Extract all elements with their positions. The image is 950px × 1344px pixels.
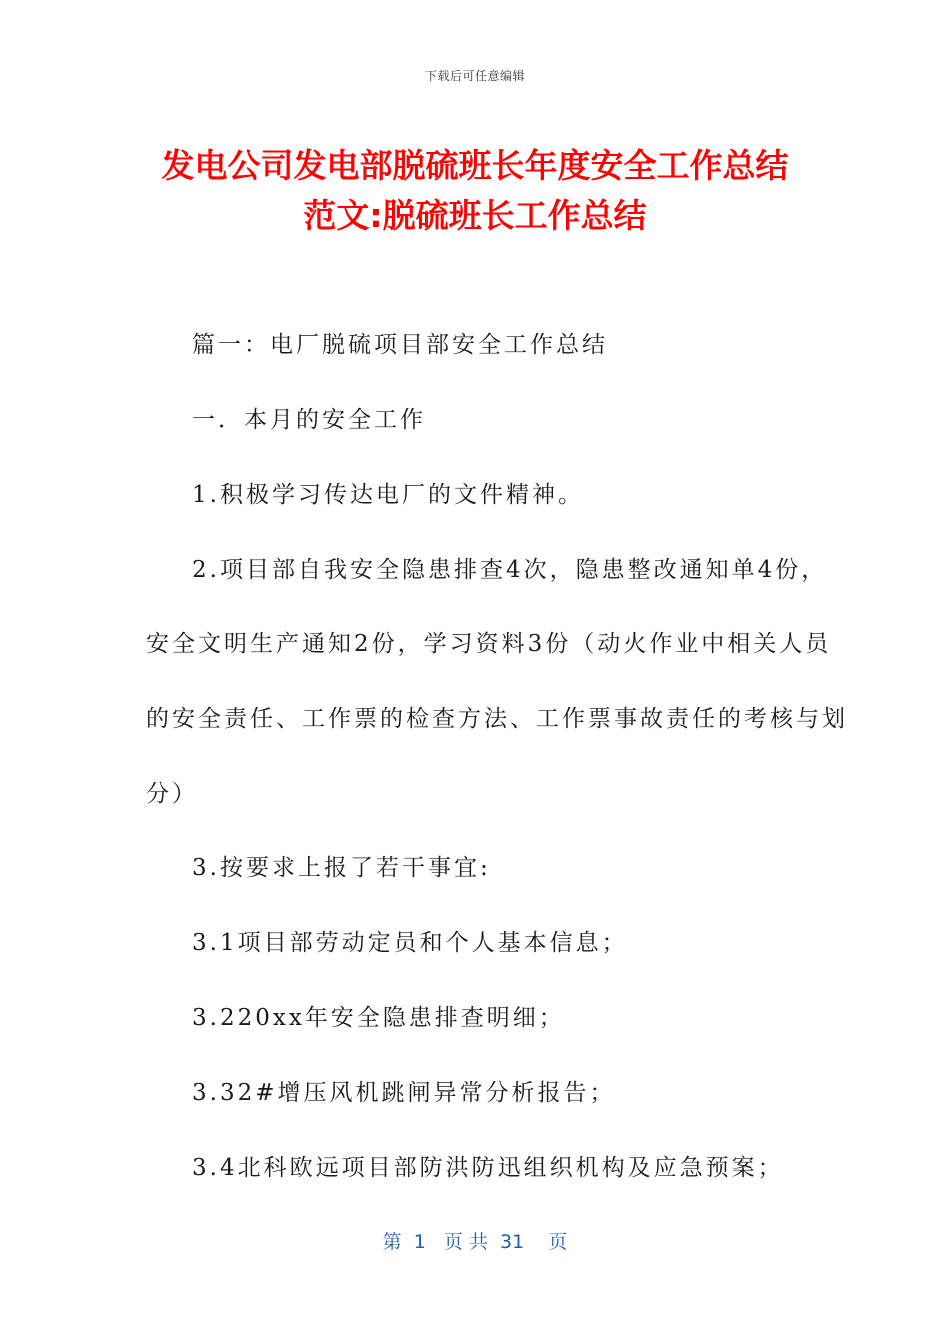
- paragraph-item-3-1: 3.1项目部劳动定员和个人基本信息；: [192, 930, 628, 956]
- paragraph-item-3-2: 3.220xx年安全隐患排查明细；: [192, 1005, 565, 1031]
- header-note: 下载后可任意编辑: [424, 69, 525, 83]
- paragraph-item-3-4: 3.4北科欧远项目部防洪防迅组织机构及应急预案；: [192, 1155, 784, 1181]
- document-title-line-2: 范文:脱硫班长工作总结: [303, 196, 647, 235]
- paragraph-item-1: 1.积极学习传达电厂的文件精神。: [192, 482, 584, 508]
- paragraph-item-3: 3.按要求上报了若干事宜:: [192, 855, 491, 881]
- page-number-footer: 第 1 页 共 31 页: [382, 1231, 568, 1253]
- paragraph-item-2-line-2: 安全文明生产通知2份，学习资料3份（动火作业中相关人员: [146, 631, 832, 657]
- paragraph-item-2-line-4: 分）: [146, 781, 198, 807]
- paragraph-item-2-line-3: 的安全责任、工作票的检查方法、工作票事故责任的考核与划: [146, 706, 848, 732]
- paragraph-item-3-3: 3.32#增压风机跳闸异常分析报告；: [192, 1080, 616, 1106]
- paragraph-subheading: 一．本月的安全工作: [192, 407, 426, 433]
- paragraph-item-2-line-1: 2.项目部自我安全隐患排查4次，隐患整改通知单4份，: [192, 557, 828, 583]
- document-title-line-1: 发电公司发电部脱硫班长年度安全工作总结: [161, 146, 789, 185]
- paragraph-section-heading: 篇一：电厂脱硫项目部安全工作总结: [192, 332, 608, 358]
